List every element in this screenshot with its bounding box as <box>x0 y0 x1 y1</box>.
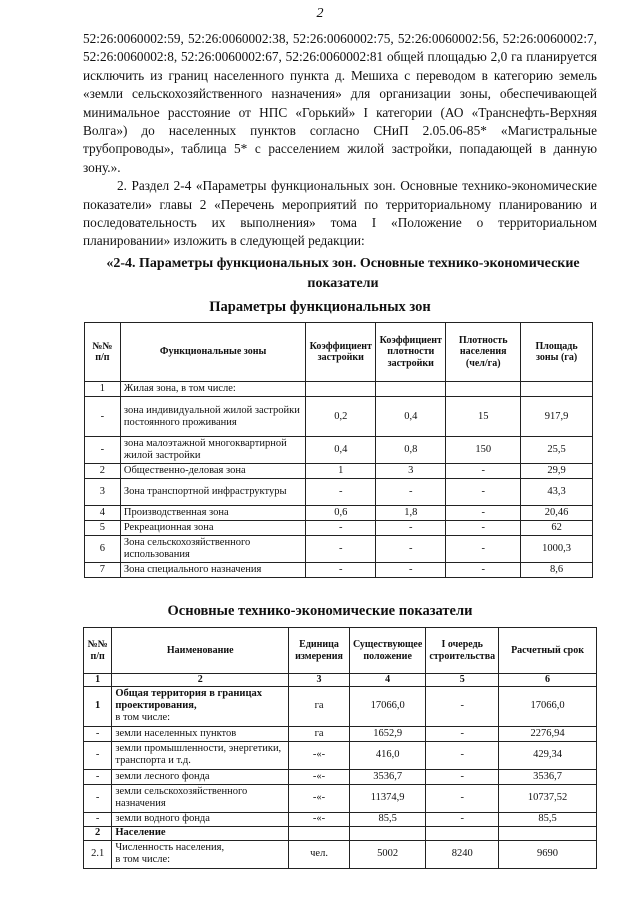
column-number: 5 <box>426 674 499 687</box>
table-row <box>85 397 593 437</box>
stage1-value: - <box>426 769 499 784</box>
header-cell: №№ п/п <box>85 323 121 382</box>
row-number: 2.1 <box>84 840 112 868</box>
unit: -«- <box>289 812 350 826</box>
table-row <box>84 826 597 840</box>
column-number: 3 <box>289 674 350 687</box>
cell-value: 150 <box>446 437 521 464</box>
row-number: 5 <box>85 521 121 536</box>
row-number: - <box>84 769 112 784</box>
unit: -«- <box>289 769 350 784</box>
stage1-value: - <box>426 726 499 741</box>
row-number: - <box>84 741 112 769</box>
unit: -«- <box>289 741 350 769</box>
header-cell: Единица измерения <box>289 628 350 674</box>
indicator-title: Общая территория в границах проектирования, <box>115 688 263 711</box>
zone-name: Рекреационная зона <box>120 521 305 536</box>
existing-value <box>349 826 425 840</box>
cell-value: 1,8 <box>376 506 446 521</box>
row-number: - <box>85 437 121 464</box>
cell-value <box>376 382 446 397</box>
cell-value: 3 <box>376 464 446 479</box>
cell-value: - <box>376 563 446 578</box>
table-row <box>85 464 593 479</box>
indicator-name: земли водного фонда <box>112 812 289 826</box>
cell-value: - <box>306 479 376 506</box>
zone-name: Зона транспортной инфраструктуры <box>120 479 305 506</box>
cell-value <box>446 382 521 397</box>
unit: чел. <box>289 840 350 868</box>
table-header-row <box>85 323 593 382</box>
row-number: 1 <box>84 686 112 726</box>
cell-value: - <box>446 536 521 563</box>
table-row <box>85 506 593 521</box>
unit: -«- <box>289 784 350 812</box>
cell-value: - <box>446 479 521 506</box>
stage1-value: - <box>426 812 499 826</box>
cell-value: - <box>446 521 521 536</box>
row-number: - <box>84 784 112 812</box>
target-value: 10737,52 <box>499 784 597 812</box>
page-number: 2 <box>316 6 324 21</box>
existing-value: 5002 <box>349 840 425 868</box>
cell-value: - <box>376 521 446 536</box>
target-value: 2276,94 <box>499 726 597 741</box>
zone-name: зона малоэтажной многоквартирной жилой застройки <box>120 437 305 464</box>
row-number: 2 <box>84 826 112 840</box>
body-text <box>83 30 597 251</box>
column-number: 2 <box>112 674 289 687</box>
table-row <box>84 686 597 726</box>
table-row <box>85 382 593 397</box>
existing-value: 416,0 <box>349 741 425 769</box>
zone-name: зона индивидуальной жилой застройки постоянного проживания <box>120 397 305 437</box>
target-value: 3536,7 <box>499 769 597 784</box>
table-row <box>84 840 597 868</box>
column-number: 4 <box>349 674 425 687</box>
indicator-name <box>112 840 289 868</box>
header-cell: Функциональные зоны <box>120 323 305 382</box>
cell-value: 8,6 <box>521 563 593 578</box>
cell-value <box>521 382 593 397</box>
indicator-subtitle: в том числе: <box>115 854 171 865</box>
cell-value: - <box>446 563 521 578</box>
cell-value <box>306 382 376 397</box>
header-cell: Расчетный срок <box>499 628 597 674</box>
row-number: - <box>85 397 121 437</box>
existing-value: 85,5 <box>349 812 425 826</box>
cell-value: - <box>376 536 446 563</box>
cell-value: 1 <box>306 464 376 479</box>
unit <box>289 826 350 840</box>
header-cell: I очередь строительства <box>426 628 499 674</box>
target-value: 429,34 <box>499 741 597 769</box>
indicator-name: земли лесного фонда <box>112 769 289 784</box>
existing-value: 3536,7 <box>349 769 425 784</box>
technical-economic-table <box>83 627 597 869</box>
cell-value: 29,9 <box>521 464 593 479</box>
row-number: 2 <box>85 464 121 479</box>
row-number: 1 <box>85 382 121 397</box>
cell-value: - <box>376 479 446 506</box>
row-number: 6 <box>85 536 121 563</box>
table-row <box>85 536 593 563</box>
zone-name: Зона сельскохозяйственного использования <box>120 536 305 563</box>
zone-name: Жилая зона, в том числе: <box>120 382 305 397</box>
functional-zones-table <box>84 322 593 578</box>
cell-value: 62 <box>521 521 593 536</box>
cell-value: - <box>446 506 521 521</box>
target-value: 85,5 <box>499 812 597 826</box>
cell-value: 15 <box>446 397 521 437</box>
header-cell: Плотность населения (чел/га) <box>446 323 521 382</box>
header-cell: Существующее положение <box>349 628 425 674</box>
row-number: 7 <box>85 563 121 578</box>
zone-name: Зона специального назначения <box>120 563 305 578</box>
table-row <box>85 479 593 506</box>
cell-value: - <box>306 536 376 563</box>
unit: га <box>289 726 350 741</box>
stage1-value: - <box>426 784 499 812</box>
table-row <box>84 769 597 784</box>
cell-value: 0,8 <box>376 437 446 464</box>
indicator-subtitle: в том числе: <box>115 712 171 723</box>
header-cell: №№ п/п <box>84 628 112 674</box>
stage1-value: - <box>426 686 499 726</box>
cell-value: 20,46 <box>521 506 593 521</box>
existing-value: 17066,0 <box>349 686 425 726</box>
table-row <box>84 812 597 826</box>
cell-value: 0,2 <box>306 397 376 437</box>
section-title: «2-4. Параметры функциональных зон. Основные технико-экономические показатели <box>106 256 580 291</box>
row-number: - <box>84 812 112 826</box>
target-value <box>499 826 597 840</box>
indicator-name: земли населенных пунктов <box>112 726 289 741</box>
target-value: 17066,0 <box>499 686 597 726</box>
cell-value: 43,3 <box>521 479 593 506</box>
zone-name: Общественно-деловая зона <box>120 464 305 479</box>
table-row <box>85 437 593 464</box>
table-row <box>85 563 593 578</box>
cell-value: 0,4 <box>306 437 376 464</box>
target-value: 9690 <box>499 840 597 868</box>
header-cell: Площадь зоны (га) <box>521 323 593 382</box>
table-row <box>85 521 593 536</box>
row-number: - <box>84 726 112 741</box>
header-cell: Коэффициент застройки <box>306 323 376 382</box>
stage1-value: 8240 <box>426 840 499 868</box>
indicator-name <box>112 686 289 726</box>
header-cell: Наименование <box>112 628 289 674</box>
column-number: 1 <box>84 674 112 687</box>
stage1-value: - <box>426 741 499 769</box>
cell-value: 0,4 <box>376 397 446 437</box>
existing-value: 11374,9 <box>349 784 425 812</box>
cell-value: 25,5 <box>521 437 593 464</box>
table-row <box>84 726 597 741</box>
indicator-title: Численность населения, <box>115 842 225 853</box>
column-number: 6 <box>499 674 597 687</box>
paragraph-continuation: 52:26:0060002:59, 52:26:0060002:38, 52:26:0060002:75, 52:26:0060002:56, 52:26:0060002:7, 52:26:0060002:8, 52:26:0060002:67, 52:26:0060002:81 общей площадью 2,0 га планируется исключить из границ населенного пункта д. Мешиха с переводом в категорию земель «земли сельскохозяйственного назначения» для организации зоны, обеспечивающей минимальное расстояние от НПС «Горький» I категории (АО «Транснефть-Верхняя Волга») до населенных пунктов согласно СНиП 2.05.06-85* «Магистральные трубопроводы», таблица 5* с расселением жилой застройки, попадающей в данную зону.». <box>83 31 597 175</box>
header-cell: Коэффициент плотности застройки <box>376 323 446 382</box>
cell-value: - <box>306 563 376 578</box>
table2-title: Основные технико-экономические показатели <box>167 603 473 619</box>
stage1-value <box>426 826 499 840</box>
existing-value: 1652,9 <box>349 726 425 741</box>
table-row <box>84 784 597 812</box>
table1-title: Параметры функциональных зон <box>209 299 431 315</box>
indicator-name: земли промышленности, энергетики, транспорта и т.д. <box>112 741 289 769</box>
indicator-name: Население <box>112 826 289 840</box>
cell-value: - <box>306 521 376 536</box>
table-header-row <box>84 628 597 674</box>
column-number-row <box>84 674 597 687</box>
cell-value: 917,9 <box>521 397 593 437</box>
cell-value: - <box>446 464 521 479</box>
indicator-name: земли сельскохозяйственного назначения <box>112 784 289 812</box>
zone-name: Производственная зона <box>120 506 305 521</box>
table-row <box>84 741 597 769</box>
cell-value: 0,6 <box>306 506 376 521</box>
row-number: 3 <box>85 479 121 506</box>
cell-value: 1000,3 <box>521 536 593 563</box>
paragraph-section-2: 2. Раздел 2-4 «Параметры функциональных зон. Основные технико-экономические показатели» главы 2 «Перечень мероприятий по территориальному планированию и последовательность их выполнения» тома I «Положение о территориальном планировании» изложить в следующей редакции: <box>83 178 597 249</box>
row-number: 4 <box>85 506 121 521</box>
unit: га <box>289 686 350 726</box>
